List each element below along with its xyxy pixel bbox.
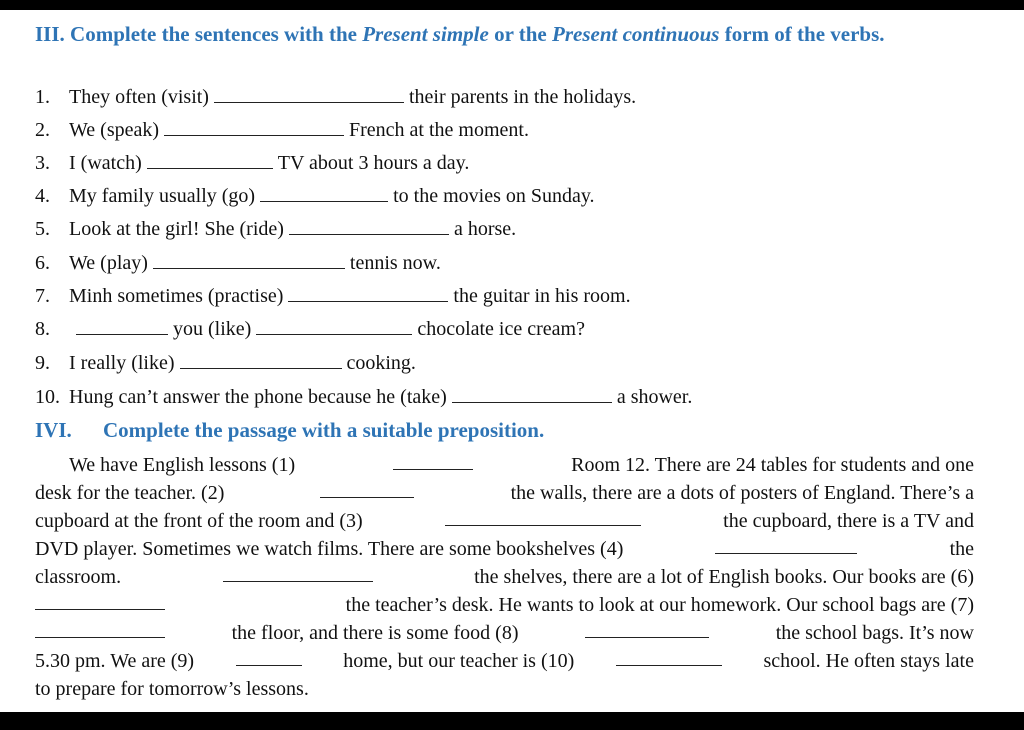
item-text-a: you (like) bbox=[173, 318, 252, 340]
passage-text: desk for the teacher. (2) bbox=[35, 482, 225, 504]
passage-text: We have English lessons (1) bbox=[69, 454, 296, 476]
answer-blank-4[interactable] bbox=[260, 183, 388, 202]
section-3-heading bbox=[35, 21, 980, 48]
item-text-a: We (play) bbox=[69, 252, 148, 274]
passage-line-9 bbox=[35, 675, 974, 703]
item-text-a: We (speak) bbox=[69, 119, 160, 141]
section-3-numeral: III. bbox=[35, 22, 65, 46]
item-text-b: the guitar in his room. bbox=[453, 285, 631, 307]
passage-blank-7[interactable] bbox=[35, 619, 165, 638]
answer-blank-10[interactable] bbox=[452, 384, 612, 403]
item-text-a: Hung can’t answer the phone because he (take) bbox=[69, 386, 447, 408]
item-text-a: Look at the girl! She (ride) bbox=[69, 218, 284, 240]
passage-text: classroom. bbox=[35, 566, 122, 588]
passage-text: school. He often stays late bbox=[763, 650, 974, 672]
exercise-item-6 bbox=[35, 250, 441, 276]
passage-text: the cupboard, there is a TV and bbox=[723, 510, 974, 532]
section-3-title-post: form of the verbs. bbox=[724, 22, 885, 46]
passage-blank-10[interactable] bbox=[616, 647, 722, 666]
passage-text: the school bags. It’s now bbox=[775, 622, 974, 644]
section-3-title-pre: Complete the sentences with the bbox=[70, 22, 357, 46]
item-text-b: their parents in the holidays. bbox=[408, 86, 637, 108]
item-text-a: I really (like) bbox=[69, 352, 175, 374]
passage-text: the bbox=[949, 538, 974, 560]
exercise-item-4 bbox=[35, 183, 595, 209]
passage-line-3 bbox=[35, 507, 974, 535]
passage-text: DVD player. Sometimes we watch films. There are some bookshelves (4) bbox=[35, 538, 624, 560]
passage-text: the floor, and there is some food (8) bbox=[231, 622, 519, 644]
item-text-b: TV about 3 hours a day. bbox=[277, 152, 470, 174]
item-text-b: to the movies on Sunday. bbox=[393, 185, 595, 207]
passage-line-7 bbox=[35, 619, 974, 647]
passage-text: Room 12. There are 24 tables for students and one bbox=[571, 454, 974, 476]
passage-text: the shelves, there are a lot of English books. Our books are (6) bbox=[474, 566, 974, 588]
passage-blank-3[interactable] bbox=[445, 507, 641, 526]
item-number: 7. bbox=[35, 285, 50, 307]
passage-blank-6[interactable] bbox=[35, 591, 165, 610]
item-text-b: cooking. bbox=[346, 352, 416, 374]
section-4-title: Complete the passage with a suitable preposition. bbox=[103, 418, 545, 442]
passage-blank-5[interactable] bbox=[223, 563, 373, 582]
item-number: 4. bbox=[35, 185, 50, 207]
item-text-b: French at the moment. bbox=[349, 119, 529, 141]
section-3-title-mid: or the bbox=[494, 22, 547, 46]
section-3-title-em2: Present continuous bbox=[552, 22, 720, 46]
passage-blank-4[interactable] bbox=[715, 535, 857, 554]
answer-blank-1[interactable] bbox=[214, 84, 404, 103]
section-4-heading bbox=[35, 417, 980, 444]
passage-line-8 bbox=[35, 647, 974, 675]
passage-text: to prepare for tomorrow’s lessons. bbox=[35, 678, 309, 700]
answer-blank-6[interactable] bbox=[153, 250, 345, 269]
section-4-numeral: IVI. bbox=[35, 418, 72, 442]
passage-blank-1[interactable] bbox=[393, 451, 473, 470]
passage-blank-9[interactable] bbox=[236, 647, 302, 666]
passage-text: the walls, there are a dots of posters of England. There’s a bbox=[510, 482, 974, 504]
exercise-item-9 bbox=[35, 350, 416, 376]
passage-text: cupboard at the front of the room and (3) bbox=[35, 510, 363, 532]
item-text-b: a shower. bbox=[616, 386, 693, 408]
answer-blank-5[interactable] bbox=[289, 216, 449, 235]
item-text-b: a horse. bbox=[453, 218, 517, 240]
item-number: 3. bbox=[35, 152, 50, 174]
passage-text: home, but our teacher is (10) bbox=[343, 650, 575, 672]
passage-line-6 bbox=[35, 591, 974, 619]
passage-text: the teacher’s desk. He wants to look at our homework. Our school bags are (7) bbox=[345, 594, 974, 616]
answer-blank-3[interactable] bbox=[147, 150, 273, 169]
exercise-item-8 bbox=[35, 316, 585, 342]
item-text-a: Minh sometimes (practise) bbox=[69, 285, 284, 307]
exercise-item-7 bbox=[35, 283, 631, 309]
item-number: 1. bbox=[35, 86, 50, 108]
item-text-b: tennis now. bbox=[349, 252, 441, 274]
item-text-a: My family usually (go) bbox=[69, 185, 256, 207]
item-number: 6. bbox=[35, 252, 50, 274]
answer-blank-2[interactable] bbox=[164, 117, 344, 136]
item-number: 5. bbox=[35, 218, 50, 240]
passage-text: 5.30 pm. We are (9) bbox=[35, 650, 195, 672]
passage-line-4 bbox=[35, 535, 974, 563]
passage-line-5 bbox=[35, 563, 974, 591]
answer-blank-9[interactable] bbox=[180, 350, 342, 369]
item-text-a: I (watch) bbox=[69, 152, 142, 174]
exercise-item-3 bbox=[35, 150, 469, 176]
item-number: 9. bbox=[35, 352, 50, 374]
exercise-item-2 bbox=[35, 117, 529, 143]
item-text-a: They often (visit) bbox=[69, 86, 209, 108]
answer-blank-8a[interactable] bbox=[76, 316, 168, 335]
answer-blank-8b[interactable] bbox=[256, 316, 412, 335]
passage-line-2 bbox=[35, 479, 974, 507]
exercise-item-10 bbox=[35, 384, 692, 410]
exercise-item-1 bbox=[35, 84, 636, 110]
item-number: 2. bbox=[35, 119, 50, 141]
item-number: 8. bbox=[35, 318, 50, 340]
worksheet-page bbox=[0, 10, 1024, 712]
exercise-item-5 bbox=[35, 216, 516, 242]
passage bbox=[35, 451, 974, 703]
passage-blank-2[interactable] bbox=[320, 479, 414, 498]
passage-blank-8[interactable] bbox=[585, 619, 709, 638]
item-number: 10. bbox=[35, 386, 60, 408]
section-3-title-em1: Present simple bbox=[362, 22, 489, 46]
item-text-b: chocolate ice cream? bbox=[417, 318, 585, 340]
passage-line-1 bbox=[35, 451, 974, 479]
answer-blank-7[interactable] bbox=[288, 283, 448, 302]
